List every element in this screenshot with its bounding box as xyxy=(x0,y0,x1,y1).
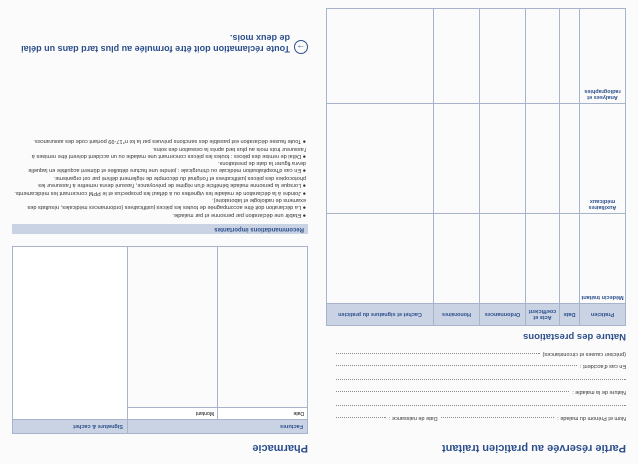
services-table xyxy=(326,8,626,326)
field-patient-name-label: Nom et Prénom du malade : xyxy=(557,415,626,421)
recommendation-item: ● Joindre à la déclaration de maladie les vignettes ou à défaut les prospectus et le PPM concernant les médicaments. xyxy=(14,189,306,196)
field-birthdate-label: Date de naissance : xyxy=(389,415,438,421)
recommendation-item: ● Délai de remise des pièces : toutes les pièces concernant une maladie ou un accident doivent être remises à l'assureur trois mois au plus tard après la cessation des soins. xyxy=(31,145,306,159)
header-date: Date xyxy=(560,304,580,326)
row-label-lab-radiology: Analyses et radiographies xyxy=(580,9,626,104)
pharmacy-title: Pharmacie xyxy=(252,442,308,454)
row-medical-auxiliaries xyxy=(327,104,626,214)
field-illness-label: Nature de la maladie : xyxy=(572,389,626,395)
recommendation-item: ● Etablir une déclaration par personne et par maladie. xyxy=(172,212,306,218)
row-attending-doctor xyxy=(327,214,626,304)
row-label-attending-doctor: Médecin traitant xyxy=(580,214,626,304)
field-accident-details-label: (préciser causes et circonstances) xyxy=(542,351,626,357)
field-accident-label: En cas d'accident : xyxy=(580,363,626,369)
pharmacy-stamp-cell[interactable] xyxy=(13,247,128,420)
subheader-date: Date xyxy=(218,408,308,420)
field-patient-name-line[interactable] xyxy=(441,417,555,418)
header-signature-stamp: Signature & cachet xyxy=(13,420,128,434)
recommendation-item: ● En cas d'hospitalisation médicale ou chirurgicale : joindre une facture détaillée et dûment acquittée en laquelle devra figurer la date de prestations. xyxy=(28,160,306,174)
pharmacy-amount-cell[interactable] xyxy=(128,247,218,408)
header-practitioner: Praticien xyxy=(580,304,626,326)
field-accident-line[interactable] xyxy=(336,365,577,366)
row-lab-radiology xyxy=(327,9,626,104)
recommendation-item: ● La déclaration doit être accompagnée de toutes les pièces justificatives (ordonnances médicales, résultats des examens de radiologie et laboratoire). xyxy=(27,197,306,211)
arrow-circle-icon: → xyxy=(294,40,308,54)
header-invoices: Factures xyxy=(128,420,308,434)
pharmacy-date-cell[interactable] xyxy=(218,247,308,408)
services-section-title: Nature des prestations xyxy=(523,331,626,342)
subheader-amount: Montant xyxy=(128,408,218,420)
field-accident-details-line[interactable] xyxy=(336,353,540,354)
header-fees: Honoraires xyxy=(434,304,480,326)
recommendation-item: ● Toute fausse déclaration est passible des sanctions prévues par la loi n°17-99 portant code des assurances. xyxy=(33,138,306,145)
header-stamp: Cachet et signature du praticien xyxy=(327,304,434,326)
header-prescriptions: Ordonnances xyxy=(480,304,526,326)
pharmacy-table xyxy=(12,246,308,434)
field-extra-line-1[interactable] xyxy=(336,405,626,406)
recommendations-list xyxy=(14,136,306,218)
field-illness-line[interactable] xyxy=(336,391,569,392)
patient-fields xyxy=(336,351,626,428)
field-birthdate-line[interactable] xyxy=(336,417,386,418)
services-table-header xyxy=(327,304,626,326)
header-act: Acte et coefficient xyxy=(526,304,560,326)
row-label-medical-auxiliaries: Auxiliaires médicaux xyxy=(580,104,626,214)
recommendation-item: ● Lorsque la personne malade bénéficie d'un régime de prévoyance, l'assuré devra remettre à l'assureur les photocopies des pièces justificatives et l'original du décompte de règlement délivré par cet organisme. xyxy=(38,175,306,188)
field-extra-line-2[interactable] xyxy=(336,379,626,380)
deadline-note-text: Toute réclamation doit être formulée au plus tard dans un délai de deux mois. xyxy=(21,33,290,54)
deadline-note xyxy=(12,32,308,54)
practitioner-section-title: Partie réservée au praticien traitant xyxy=(441,442,626,454)
recommendations-title: Recommandations importantes xyxy=(12,224,308,234)
